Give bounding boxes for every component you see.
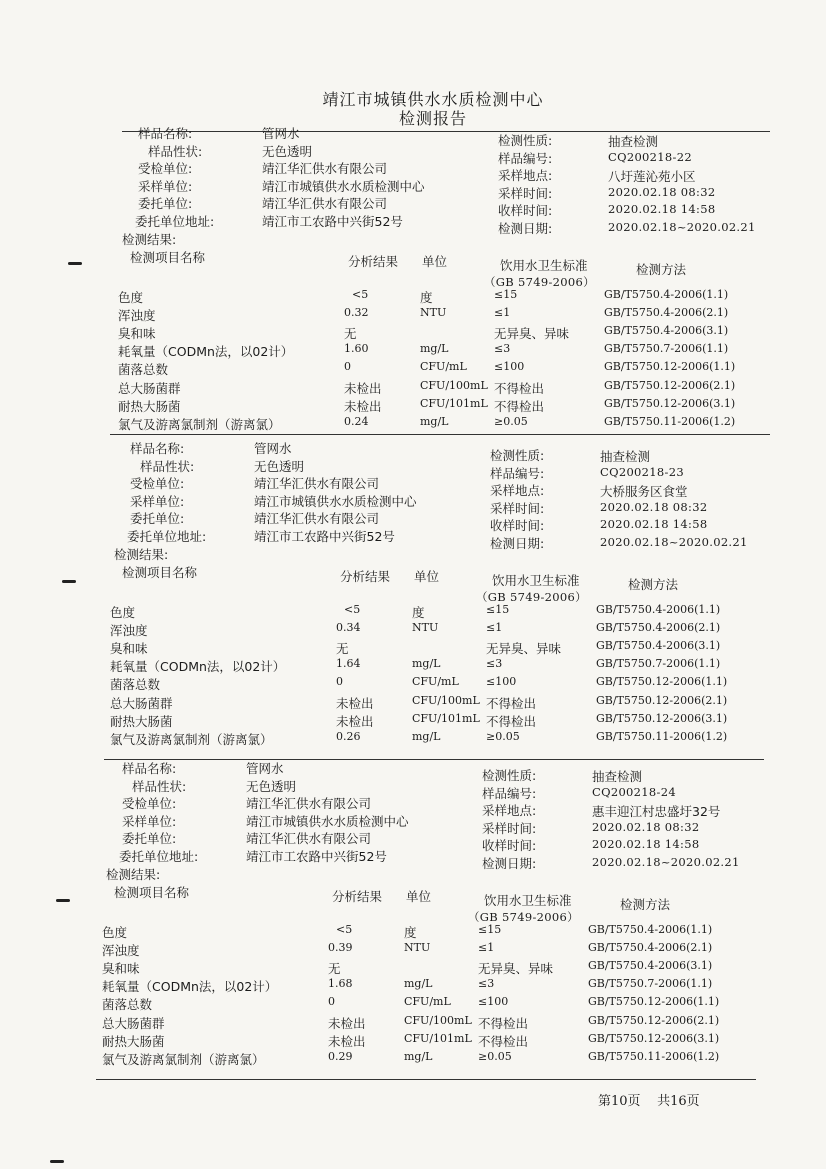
- label-inspected-unit: 受检单位:: [122, 796, 177, 811]
- cell-result: 无: [336, 641, 349, 657]
- value-receiving-time: 2020.02.18 14:58: [592, 837, 700, 851]
- cell-standard: ≤100: [478, 995, 509, 1009]
- cell-method: GB/T5750.12-2006(1.1): [596, 675, 728, 689]
- value-test-nature: 抽查检测: [608, 134, 659, 149]
- value-entrusting-address: 靖江市工农路中兴街52号: [246, 848, 387, 864]
- cell-method: GB/T5750.4-2006(2.1): [588, 941, 713, 955]
- cell-method: GB/T5750.4-2006(2.1): [596, 621, 721, 635]
- cell-unit: CFU/101mL: [412, 711, 480, 725]
- cell-unit: NTU: [420, 306, 447, 320]
- cell-result: 1.60: [344, 342, 369, 356]
- label-receiving-time: 收样时间:: [490, 518, 545, 533]
- value-inspected-unit: 靖江华汇供水有限公司: [262, 161, 388, 176]
- value-test-date: 2020.02.18~2020.02.21: [592, 854, 740, 869]
- value-name: 管网水: [262, 126, 300, 141]
- col-header-standard-code: （GB 5749-2006）: [476, 590, 587, 604]
- value-name: 管网水: [254, 441, 292, 456]
- cell-standard: ≤3: [494, 342, 511, 356]
- cell-result: 未检出: [336, 713, 374, 729]
- table-row: [102, 1050, 822, 1068]
- page-number: 第10页: [598, 1094, 641, 1109]
- table-row: [102, 1032, 822, 1050]
- cell-item: 耐热大肠菌: [118, 398, 181, 414]
- cell-result: <5: [352, 288, 369, 301]
- cell-result: 0.29: [328, 1049, 353, 1063]
- cell-item: 耐热大肠菌: [102, 1033, 165, 1049]
- cell-result: 无: [328, 961, 341, 977]
- cell-unit: CFU/100mL: [412, 693, 480, 707]
- value-state: 无色透明: [246, 778, 297, 794]
- table-row: [118, 324, 826, 342]
- label-test-nature: 检测性质:: [482, 768, 537, 783]
- scan-mark: [68, 262, 82, 265]
- cell-result: 无: [344, 326, 357, 342]
- cell-item: 总大肠菌群: [102, 1015, 165, 1031]
- col-header-standard-code: （GB 5749-2006）: [484, 275, 595, 289]
- col-header-method: 检测方法: [636, 262, 687, 277]
- label-inspected-unit: 受检单位:: [130, 476, 185, 491]
- value-receiving-time: 2020.02.18 14:58: [600, 517, 708, 531]
- table-row: [118, 306, 826, 324]
- col-header-item: 检测项目名称: [114, 885, 190, 900]
- cell-result: 0.32: [344, 306, 369, 320]
- table-row: [118, 342, 826, 360]
- value-name: 管网水: [246, 761, 284, 776]
- results-label: 检测结果:: [106, 867, 161, 882]
- cell-result: 未检出: [328, 1015, 366, 1031]
- cell-unit: mg/L: [404, 1049, 433, 1063]
- table-row: [110, 675, 826, 693]
- table-row: [102, 959, 822, 977]
- cell-unit: 度: [412, 605, 425, 620]
- value-receiving-time: 2020.02.18 14:58: [608, 202, 716, 216]
- divider-line: [110, 434, 770, 435]
- value-entrusting-unit: 靖江华汇供水有限公司: [262, 196, 388, 211]
- cell-standard: ≤100: [494, 360, 525, 374]
- label-entrusting-unit: 委托单位:: [130, 511, 185, 526]
- cell-unit: 度: [404, 925, 417, 940]
- col-header-result: 分析结果: [332, 889, 383, 904]
- divider-line: [122, 131, 770, 132]
- cell-standard: ≤3: [478, 977, 495, 991]
- cell-result: 未检出: [344, 398, 382, 414]
- value-entrusting-address: 靖江市工农路中兴街52号: [254, 528, 395, 544]
- value-sampling-time: 2020.02.18 08:32: [592, 819, 700, 834]
- cell-standard: ≤1: [494, 306, 511, 320]
- label-sampling-unit: 采样单位:: [130, 493, 185, 509]
- cell-unit: CFU/mL: [412, 675, 459, 689]
- cell-item: 浑浊度: [102, 943, 140, 959]
- cell-standard: ≤15: [494, 288, 518, 301]
- label-sampling-site: 采样地点:: [490, 483, 545, 498]
- label-sample-no: 样品编号:: [482, 785, 537, 801]
- cell-unit: CFU/101mL: [420, 396, 488, 410]
- value-sample-no: CQ200218-22: [608, 149, 692, 164]
- cell-item: 色度: [118, 290, 144, 305]
- scan-mark: [50, 1160, 64, 1163]
- cell-item: 色度: [110, 605, 136, 620]
- cell-item: 耗氧量（CODMn法，以02计）: [102, 979, 278, 995]
- col-header-result: 分析结果: [340, 569, 391, 584]
- cell-standard: 不得检出: [478, 1033, 529, 1049]
- label-sampling-unit: 采样单位:: [138, 178, 193, 194]
- divider-line: [104, 759, 764, 760]
- value-sampling-site: 八圩莲沁苑小区: [608, 169, 696, 184]
- col-header-item: 检测项目名称: [130, 250, 206, 265]
- label-test-nature: 检测性质:: [490, 448, 545, 463]
- cell-method: GB/T5750.12-2006(3.1): [588, 1031, 720, 1045]
- value-sampling-unit: 靖江市城镇供水水质检测中心: [246, 813, 409, 829]
- label-sample-state: 样品性状:: [148, 143, 203, 159]
- label-sample-state: 样品性状:: [140, 458, 195, 474]
- cell-standard: 无异臭、异味: [494, 326, 570, 342]
- label-sample-name: 样品名称:: [122, 761, 177, 776]
- table-row: [110, 657, 826, 675]
- results-label: 检测结果:: [114, 547, 169, 562]
- label-test-date: 检测日期:: [498, 220, 553, 236]
- cell-method: GB/T5750.4-2006(3.1): [588, 959, 713, 973]
- table-row: [110, 694, 826, 712]
- cell-result: <5: [336, 923, 353, 936]
- label-sampling-time: 采样时间:: [498, 185, 553, 201]
- cell-item: 臭和味: [110, 641, 148, 657]
- cell-method: GB/T5750.12-2006(2.1): [604, 378, 736, 392]
- cell-unit: CFU/mL: [404, 995, 451, 1009]
- label-sample-name: 样品名称:: [138, 126, 193, 141]
- scan-mark: [62, 580, 76, 583]
- label-sampling-site: 采样地点:: [498, 168, 553, 183]
- col-header-method: 检测方法: [620, 897, 671, 912]
- cell-unit: mg/L: [420, 342, 449, 356]
- table-row: [102, 995, 822, 1013]
- label-sample-name: 样品名称:: [130, 441, 185, 456]
- cell-result: 0: [328, 995, 335, 1009]
- label-entrusting-address: 委托单位地址:: [119, 848, 199, 864]
- cell-item: 氯气及游离氯制剂（游离氯）: [110, 731, 273, 747]
- cell-method: GB/T5750.12-2006(1.1): [588, 995, 720, 1009]
- cell-unit: 度: [420, 290, 433, 305]
- table-row: [110, 621, 826, 639]
- cell-result: 未检出: [336, 695, 374, 711]
- cell-result: 未检出: [344, 380, 382, 396]
- cell-item: 菌落总数: [110, 677, 161, 693]
- label-inspected-unit: 受检单位:: [138, 161, 193, 176]
- cell-standard: ≤3: [486, 657, 503, 671]
- cell-standard: ≥0.05: [478, 1049, 512, 1063]
- value-sample-no: CQ200218-23: [600, 464, 684, 479]
- cell-unit: CFU/100mL: [404, 1013, 472, 1027]
- cell-method: GB/T5750.4-2006(3.1): [604, 324, 729, 338]
- value-sampling-unit: 靖江市城镇供水水质检测中心: [254, 493, 417, 509]
- label-test-nature: 检测性质:: [498, 133, 553, 148]
- report-subtitle: 检测报告: [398, 109, 467, 128]
- cell-method: GB/T5750.4-2006(1.1): [588, 923, 713, 936]
- value-sampling-site: 惠丰迎江村忠盛圩32号: [592, 804, 721, 819]
- cell-standard: 不得检出: [494, 380, 545, 396]
- cell-item: 氯气及游离氯制剂（游离氯）: [102, 1051, 265, 1067]
- cell-unit: mg/L: [412, 657, 441, 671]
- value-inspected-unit: 靖江华汇供水有限公司: [246, 796, 372, 811]
- table-row: [110, 603, 826, 621]
- value-entrusting-address: 靖江市工农路中兴街52号: [262, 213, 403, 229]
- cell-item: 耗氧量（CODMn法，以02计）: [110, 659, 286, 675]
- cell-item: 浑浊度: [118, 308, 156, 324]
- cell-standard: ≥0.05: [486, 729, 520, 743]
- value-test-nature: 抽查检测: [592, 769, 643, 784]
- label-entrusting-unit: 委托单位:: [122, 831, 177, 846]
- cell-unit: NTU: [404, 941, 431, 955]
- table-row: [110, 712, 826, 730]
- cell-unit: mg/L: [412, 729, 441, 743]
- cell-unit: NTU: [412, 621, 439, 635]
- label-sample-no: 样品编号:: [498, 150, 553, 166]
- cell-result: 0.24: [344, 414, 369, 428]
- cell-item: 臭和味: [118, 326, 156, 342]
- col-header-unit: 单位: [414, 569, 440, 584]
- label-receiving-time: 收样时间:: [482, 838, 537, 853]
- table-row: [110, 639, 826, 657]
- label-test-date: 检测日期:: [482, 855, 537, 871]
- cell-result: 0.26: [336, 729, 361, 743]
- cell-standard: 无异臭、异味: [486, 641, 562, 657]
- cell-method: GB/T5750.4-2006(1.1): [604, 288, 729, 301]
- cell-unit: mg/L: [404, 977, 433, 991]
- col-header-item: 检测项目名称: [122, 565, 198, 580]
- table-row: [102, 941, 822, 959]
- cell-standard: 不得检出: [486, 695, 537, 711]
- cell-result: 0: [344, 360, 351, 374]
- cell-standard: 无异臭、异味: [478, 961, 554, 977]
- cell-method: GB/T5750.12-2006(3.1): [596, 711, 728, 725]
- page-total: 共16页: [657, 1094, 700, 1109]
- table-row: [110, 730, 826, 748]
- cell-item: 臭和味: [102, 961, 140, 977]
- table-row: [102, 977, 822, 995]
- cell-item: 耗氧量（CODMn法，以02计）: [118, 344, 294, 360]
- cell-standard: ≤15: [486, 603, 510, 616]
- cell-method: GB/T5750.11-2006(1.2): [596, 729, 728, 743]
- value-inspected-unit: 靖江华汇供水有限公司: [254, 476, 380, 491]
- cell-item: 菌落总数: [118, 362, 169, 378]
- label-sampling-site: 采样地点:: [482, 803, 537, 818]
- cell-item: 菌落总数: [102, 997, 153, 1013]
- col-header-standard: 饮用水卫生标准: [484, 893, 572, 908]
- label-entrusting-address: 委托单位地址:: [127, 528, 207, 544]
- cell-item: 耐热大肠菌: [110, 713, 173, 729]
- cell-result: 未检出: [328, 1033, 366, 1049]
- cell-standard: ≤100: [486, 675, 517, 689]
- cell-method: GB/T5750.11-2006(1.2): [604, 414, 736, 428]
- cell-unit: CFU/101mL: [404, 1031, 472, 1045]
- value-sampling-unit: 靖江市城镇供水水质检测中心: [262, 178, 425, 194]
- label-sampling-time: 采样时间:: [482, 820, 537, 836]
- value-entrusting-unit: 靖江华汇供水有限公司: [246, 831, 372, 846]
- cell-method: GB/T5750.7-2006(1.1): [588, 977, 713, 991]
- cell-standard: ≤1: [486, 621, 503, 635]
- value-test-date: 2020.02.18~2020.02.21: [608, 219, 756, 234]
- cell-unit: CFU/100mL: [420, 378, 488, 392]
- value-sampling-site: 大桥服务区食堂: [600, 484, 688, 499]
- cell-unit: CFU/mL: [420, 360, 467, 374]
- label-receiving-time: 收样时间:: [498, 203, 553, 218]
- col-header-standard: 饮用水卫生标准: [500, 258, 588, 273]
- cell-method: GB/T5750.11-2006(1.2): [588, 1049, 720, 1063]
- cell-item: 浑浊度: [110, 623, 148, 639]
- table-row: [118, 360, 826, 378]
- cell-standard: 不得检出: [494, 398, 545, 414]
- cell-standard: 不得检出: [478, 1015, 529, 1031]
- value-entrusting-unit: 靖江华汇供水有限公司: [254, 511, 380, 526]
- cell-item: 氯气及游离氯制剂（游离氯）: [118, 416, 281, 432]
- report-title: 靖江市城镇供水水质检测中心: [322, 90, 544, 109]
- cell-result: 1.64: [336, 657, 361, 671]
- table-row: [118, 397, 826, 415]
- label-test-date: 检测日期:: [490, 535, 545, 551]
- cell-item: 总大肠菌群: [118, 380, 181, 396]
- cell-item: 总大肠菌群: [110, 695, 173, 711]
- cell-result: 0.39: [328, 941, 353, 955]
- value-test-nature: 抽查检测: [600, 449, 651, 464]
- cell-result: 1.68: [328, 977, 353, 991]
- value-sampling-time: 2020.02.18 08:32: [608, 184, 716, 199]
- cell-standard: 不得检出: [486, 713, 537, 729]
- cell-method: GB/T5750.4-2006(1.1): [596, 603, 721, 616]
- table-row: [118, 415, 826, 433]
- table-row: [102, 1014, 822, 1032]
- cell-method: GB/T5750.7-2006(1.1): [596, 657, 721, 671]
- scan-mark: [56, 899, 70, 902]
- results-label: 检测结果:: [122, 232, 177, 247]
- cell-method: GB/T5750.12-2006(2.1): [596, 693, 728, 707]
- cell-unit: mg/L: [420, 414, 449, 428]
- col-header-standard: 饮用水卫生标准: [492, 573, 580, 588]
- cell-result: 0: [336, 675, 343, 689]
- page-footer: [598, 1090, 700, 1109]
- cell-standard: ≤15: [478, 923, 502, 936]
- divider-line: [96, 1079, 756, 1080]
- label-sample-no: 样品编号:: [490, 465, 545, 481]
- cell-standard: ≥0.05: [494, 414, 528, 428]
- cell-item: 色度: [102, 925, 128, 940]
- value-state: 无色透明: [262, 143, 313, 159]
- col-header-standard-code: （GB 5749-2006）: [468, 910, 579, 924]
- value-test-date: 2020.02.18~2020.02.21: [600, 534, 748, 549]
- cell-method: GB/T5750.12-2006(2.1): [588, 1013, 720, 1027]
- label-entrusting-address: 委托单位地址:: [135, 213, 215, 229]
- label-sampling-time: 采样时间:: [490, 500, 545, 516]
- cell-standard: ≤1: [478, 941, 495, 955]
- cell-method: GB/T5750.4-2006(3.1): [596, 639, 721, 653]
- cell-result: <5: [344, 603, 361, 616]
- cell-method: GB/T5750.7-2006(1.1): [604, 342, 729, 356]
- table-row: [118, 379, 826, 397]
- label-sample-state: 样品性状:: [132, 778, 187, 794]
- col-header-unit: 单位: [422, 254, 448, 269]
- value-sampling-time: 2020.02.18 08:32: [600, 499, 708, 514]
- label-entrusting-unit: 委托单位:: [138, 196, 193, 211]
- cell-result: 0.34: [336, 621, 361, 635]
- cell-method: GB/T5750.12-2006(1.1): [604, 360, 736, 374]
- col-header-result: 分析结果: [348, 254, 399, 269]
- value-sample-no: CQ200218-24: [592, 784, 676, 799]
- label-sampling-unit: 采样单位:: [122, 813, 177, 829]
- table-row: [118, 288, 826, 306]
- table-row: [102, 923, 822, 941]
- value-state: 无色透明: [254, 458, 305, 474]
- col-header-unit: 单位: [406, 889, 432, 904]
- col-header-method: 检测方法: [628, 577, 679, 592]
- cell-method: GB/T5750.4-2006(2.1): [604, 306, 729, 320]
- cell-method: GB/T5750.12-2006(3.1): [604, 396, 736, 410]
